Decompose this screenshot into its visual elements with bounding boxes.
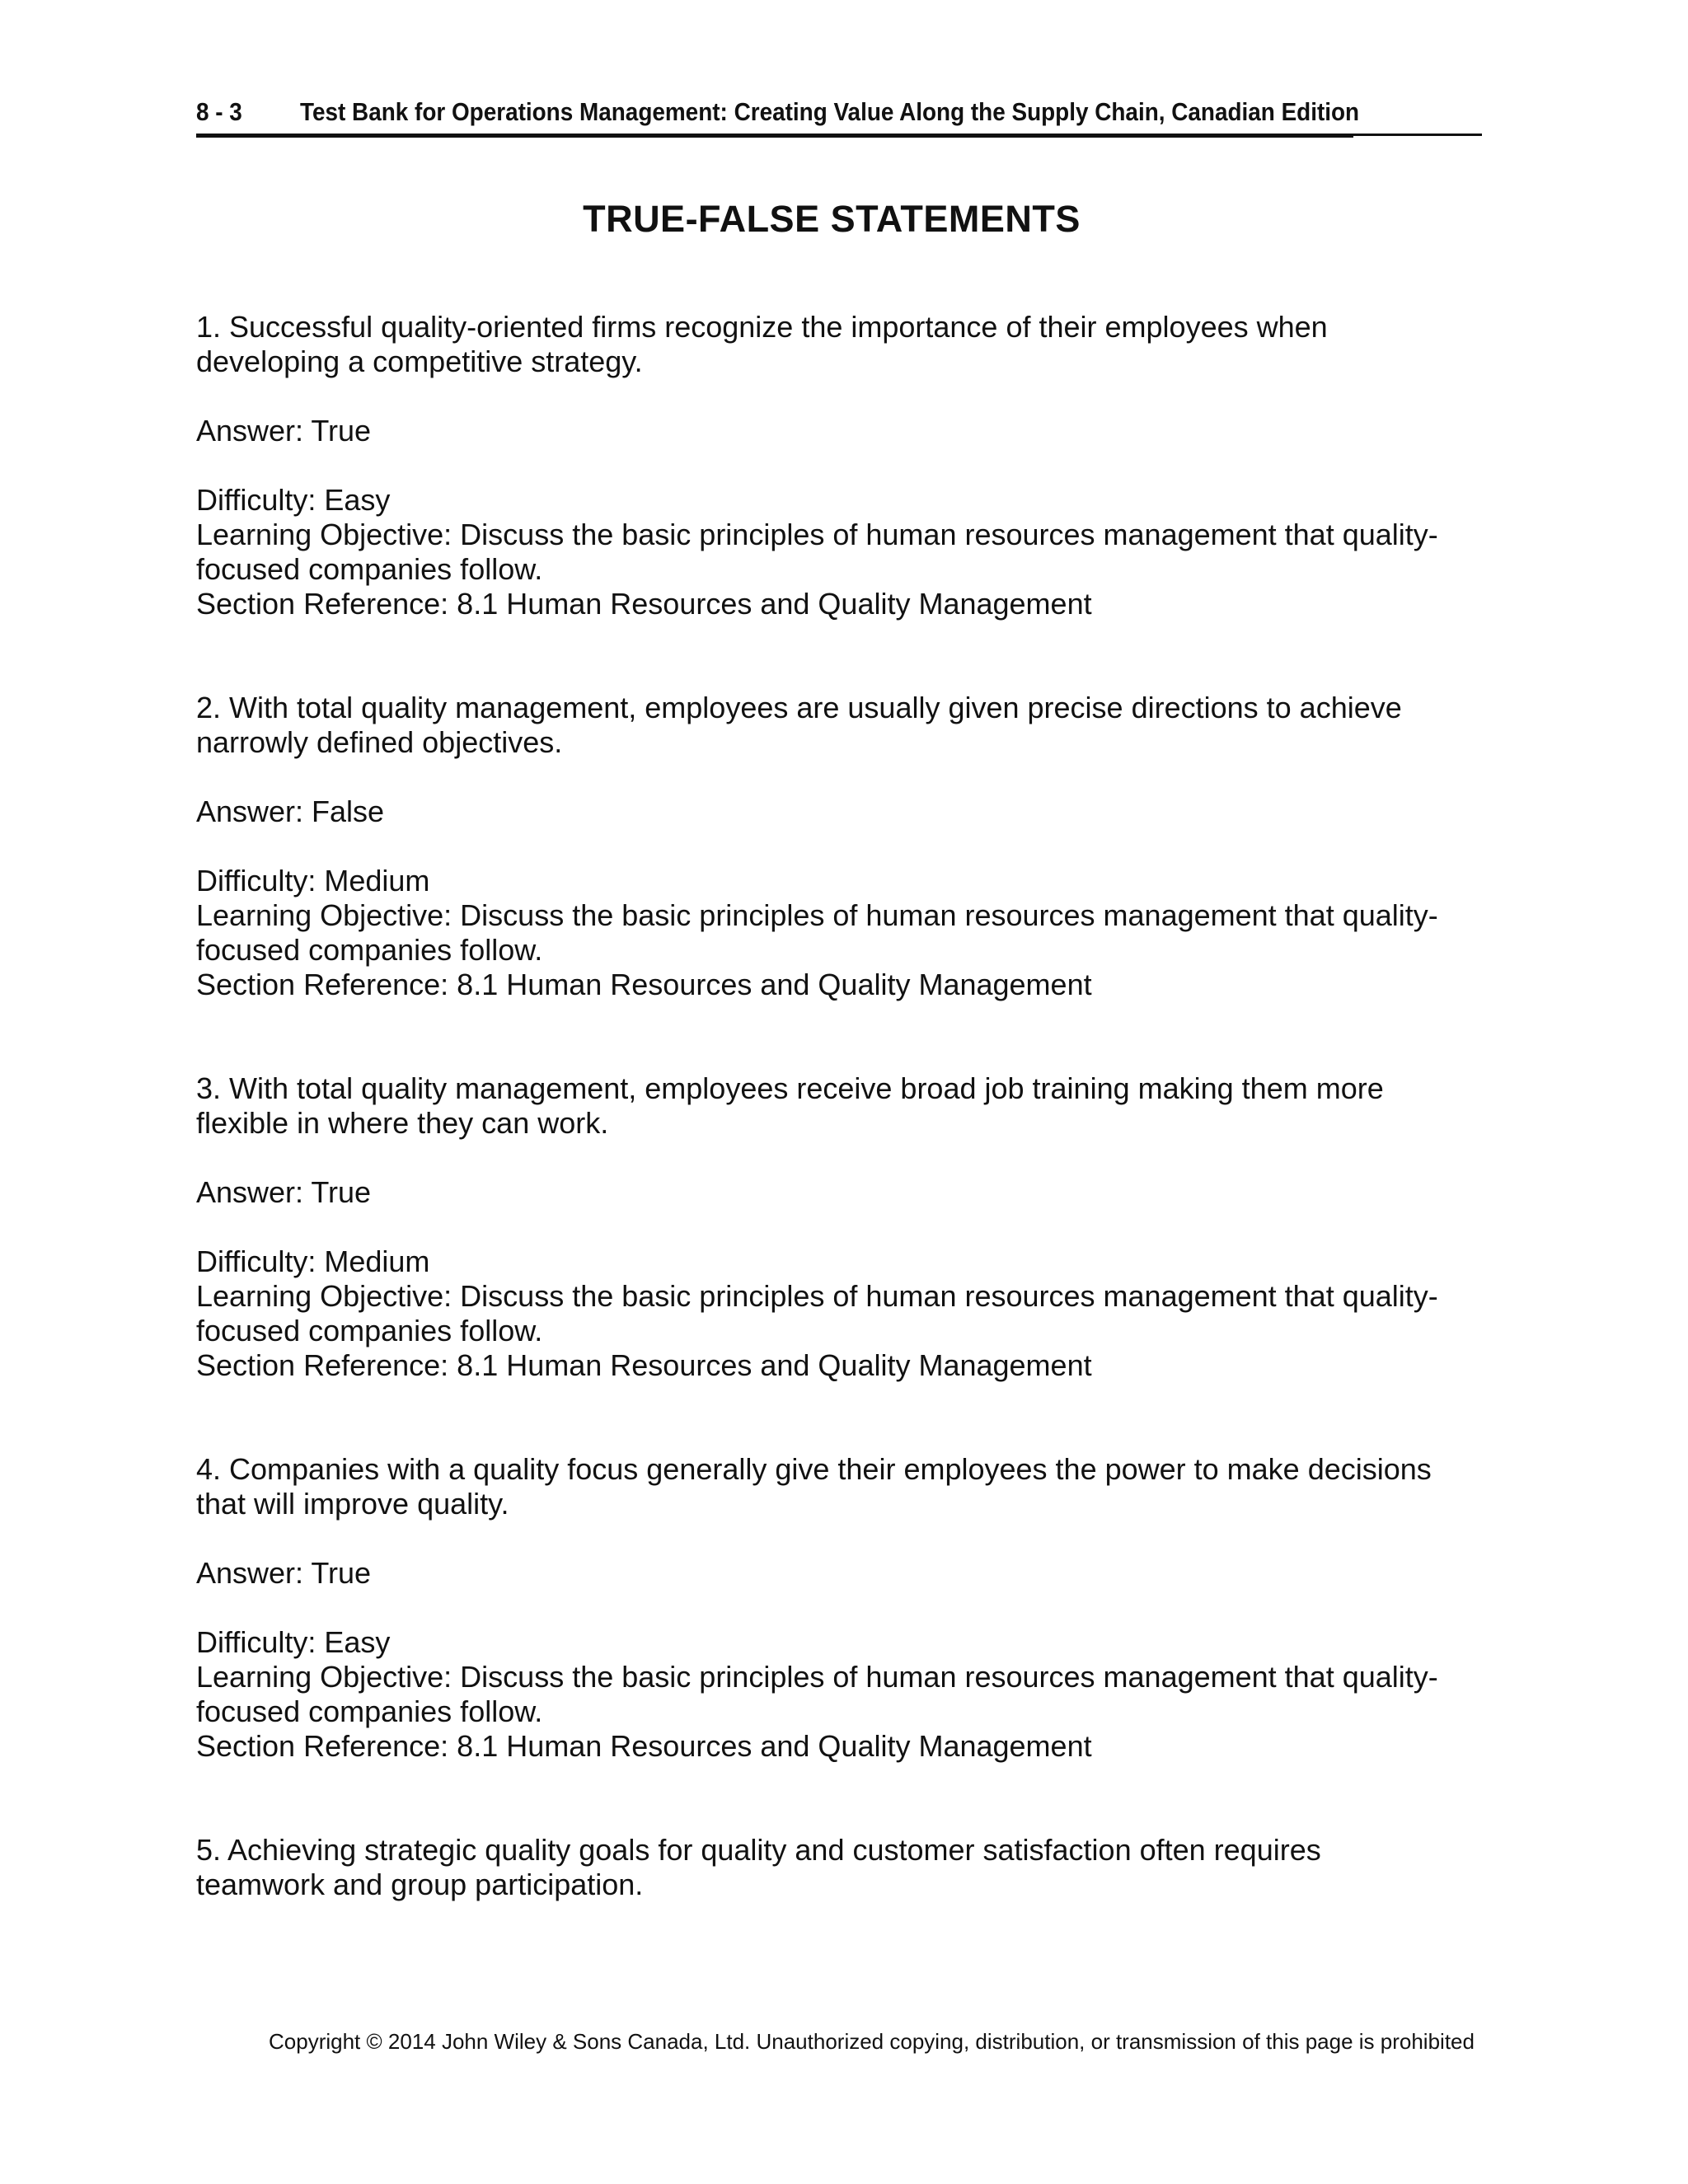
- question-answer: Answer: True: [196, 1556, 372, 1590]
- question-2: [196, 691, 1515, 1002]
- difficulty: Difficulty: Easy: [196, 1625, 391, 1659]
- section-reference: Section Reference: 8.1 Human Resources and Quality Management: [196, 1348, 1092, 1382]
- question-metadata: [196, 864, 1515, 1002]
- question-statement: 2. With total quality management, employees are usually given precise directions to achieve narrowly defined objectives.: [196, 691, 1402, 759]
- question-metadata: [196, 1244, 1515, 1383]
- learning-objective: Learning Objective: Discuss the basic principles of human resources management that quality-: [196, 518, 1438, 551]
- question-statement: 5. Achieving strategic quality goals for quality and customer satisfaction often requires teamwork and group participation.: [196, 1833, 1321, 1901]
- question-metadata: [196, 483, 1515, 621]
- running-header: [196, 97, 1360, 138]
- section-reference: Section Reference: 8.1 Human Resources and Quality Management: [196, 968, 1092, 1001]
- page-title: TRUE-FALSE STATEMENTS: [583, 198, 1081, 240]
- learning-objective: Learning Objective: Discuss the basic principles of human resources management that quality-: [196, 1660, 1438, 1694]
- section-reference: Section Reference: 8.1 Human Resources and Quality Management: [196, 587, 1092, 621]
- copyright-footer: Copyright © 2014 John Wiley & Sons Canada, Ltd. Unauthorized copying, distribution, or transmission of this page is prohibited: [269, 2029, 1475, 2054]
- question-answer: Answer: False: [196, 794, 385, 828]
- header-rule: [196, 134, 1482, 136]
- question-statement: 4. Companies with a quality focus generally give their employees the power to make decisions that will improve quality.: [196, 1452, 1432, 1521]
- question-statement: 3. With total quality management, employees receive broad job training making them more flexible in where they can work.: [196, 1071, 1384, 1140]
- book-title: Test Bank for Operations Management: Creating Value Along the Supply Chain, Canadian Edition: [300, 97, 1360, 126]
- questions-list: [196, 310, 1515, 1902]
- question-answer: Answer: True: [196, 414, 372, 448]
- question-answer: Answer: True: [196, 1175, 372, 1209]
- question-5: [196, 1833, 1515, 1902]
- page-number: 8 - 3: [196, 97, 242, 126]
- learning-objective: Learning Objective: Discuss the basic principles of human resources management that quality-: [196, 898, 1438, 932]
- question-metadata: [196, 1625, 1515, 1764]
- question-3: [196, 1071, 1515, 1383]
- question-statement: 1. Successful quality-oriented firms recognize the importance of their employees when developing a competitive strategy.: [196, 310, 1328, 378]
- difficulty: Difficulty: Easy: [196, 483, 391, 517]
- learning-objective-cont: focused companies follow.: [196, 552, 543, 586]
- question-1: [196, 310, 1515, 621]
- difficulty: Difficulty: Medium: [196, 1244, 430, 1278]
- difficulty: Difficulty: Medium: [196, 864, 430, 898]
- section-reference: Section Reference: 8.1 Human Resources and Quality Management: [196, 1729, 1092, 1763]
- learning-objective-cont: focused companies follow.: [196, 933, 543, 967]
- learning-objective-cont: focused companies follow.: [196, 1694, 543, 1728]
- learning-objective: Learning Objective: Discuss the basic principles of human resources management that quality-: [196, 1279, 1438, 1313]
- question-4: [196, 1452, 1515, 1764]
- learning-objective-cont: focused companies follow.: [196, 1314, 543, 1347]
